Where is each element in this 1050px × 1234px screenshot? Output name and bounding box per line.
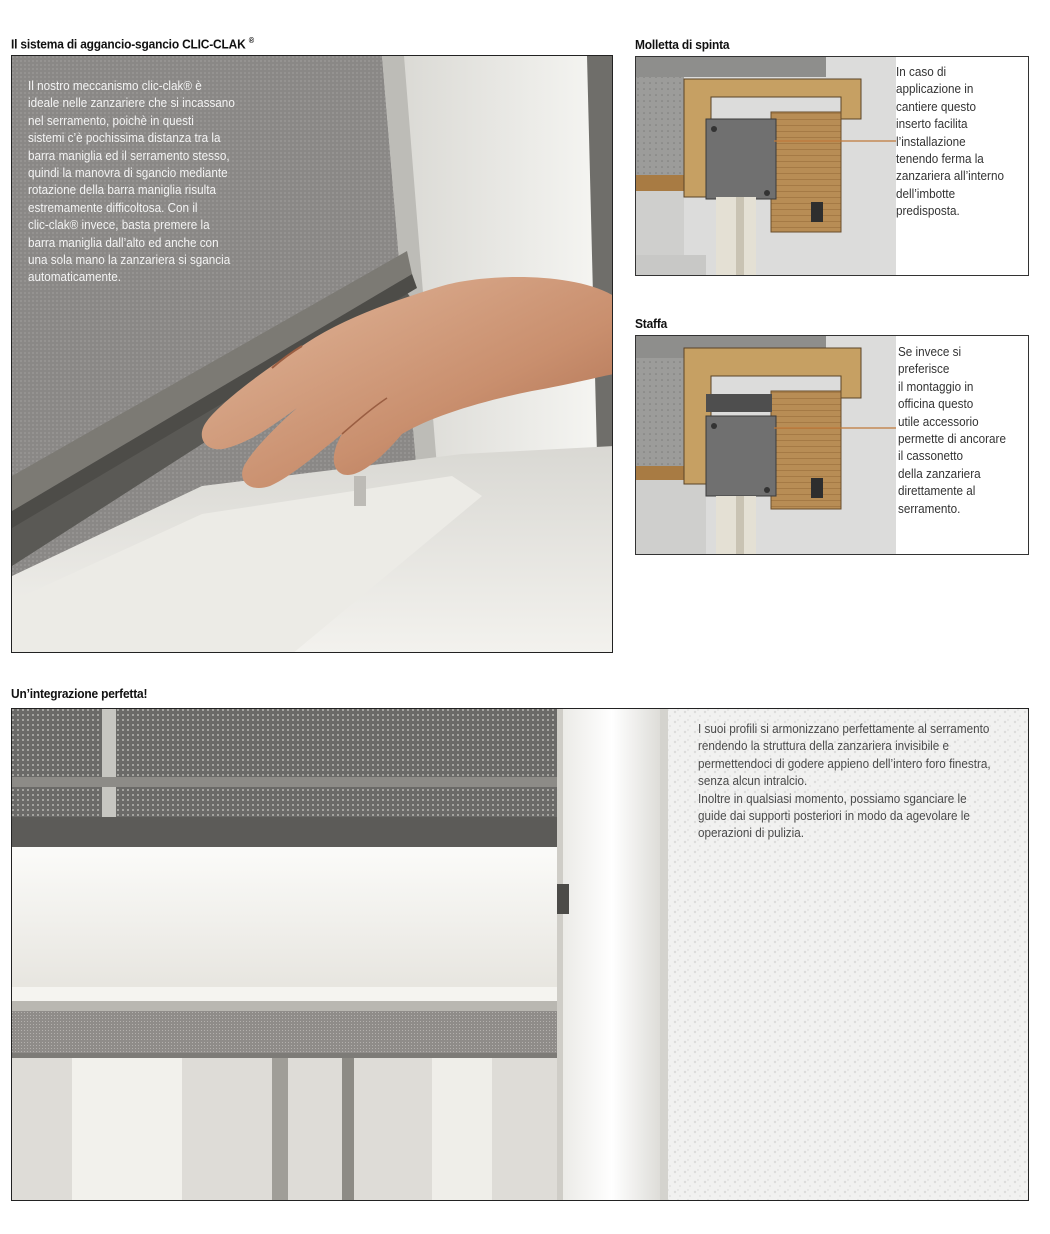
clic-clak-bracket <box>354 476 366 506</box>
molletta-box <box>706 119 776 199</box>
window-post <box>557 709 667 1201</box>
staffa-box <box>706 416 776 496</box>
staffa-cross-section-illustration <box>636 336 896 554</box>
integrazione-photo <box>11 708 1029 1201</box>
cassette <box>12 817 557 849</box>
concrete-wall <box>636 77 684 177</box>
section-title-staffa: Staffa <box>635 316 668 331</box>
section-title-clic-clak <box>11 36 254 51</box>
molletta-panel <box>635 56 1029 276</box>
top-mesh <box>12 709 557 819</box>
concrete-wall <box>636 358 684 468</box>
section-title-molletta: Molletta di spinta <box>635 37 730 52</box>
clic-clak-photo <box>11 55 613 653</box>
white-profile <box>12 847 557 997</box>
brush-seal <box>12 1011 557 1053</box>
section-title-integrazione: Un’integrazione perfetta! <box>11 686 148 701</box>
concrete-top <box>636 57 826 77</box>
registered-mark: ® <box>248 36 254 45</box>
staffa-description: Se invece si preferisce il montaggio in officina questo utile accessorio permette di ancorare il cassonetto della zanzariera direttamente al serramento. <box>898 344 1006 516</box>
molletta-description: In caso di applicazione in cantiere questo inserto facilita l’installazione tenendo ferma la zanzariera all’interno dell’imbotte predisposta. <box>896 64 1004 219</box>
staffa-panel <box>635 335 1029 555</box>
section-title-text: Il sistema di aggancio-sgancio CLIC-CLAK <box>11 36 246 52</box>
clic-clak-description: Il nostro meccanismo clic-clak® è ideale nelle zanzariere che si incassano nel serramento, poichè in questi sistemi c’è pochissima distanza tra la barra maniglia ed il serramento stesso, quindi la manovra di sgancio mediante rotazione della barra maniglia risulta estremamente difficoltosa. Con il clic-clak® invece, basta premere la barra maniglia dall’alto ed anche con una sola mano la zanzariera si sgancia automaticamente. <box>28 78 235 285</box>
integrazione-description: I suoi profili si armonizzano perfettamente al serramento rendendo la struttura della zanzariera invisibile e permettendoci di godere appieno dell’intero foro finestra, senza alcun intralcio. Inoltre in qualsiasi momento, possiamo sganciare le guide dai supporti posteriori in modo da agevolare le operazioni di pulizia. <box>698 721 991 841</box>
molletta-cross-section-illustration <box>636 57 896 275</box>
